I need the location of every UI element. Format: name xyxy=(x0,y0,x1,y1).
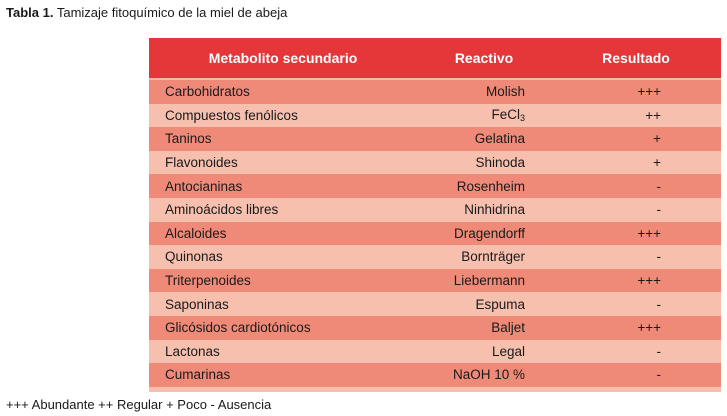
cell-reactivo-text: Baljet xyxy=(491,320,525,336)
cell-metabolito: Glicósidos cardiotónicos xyxy=(165,320,311,336)
cell-resultado: - xyxy=(656,202,661,218)
cell-reactivo-text: Liebermann xyxy=(453,273,525,289)
table-row xyxy=(149,316,721,340)
cell-reactivo-text: Shinoda xyxy=(475,155,525,171)
header-reactivo: Reactivo xyxy=(454,50,514,66)
cell-resultado: - xyxy=(656,367,661,383)
cell-metabolito: Flavonoides xyxy=(165,155,238,171)
cell-reactivo xyxy=(431,320,525,335)
cell-metabolito: Carbohidratos xyxy=(165,84,250,100)
table-legend: +++ Abundante ++ Regular + Poco - Ausencia xyxy=(6,397,272,412)
table-row xyxy=(149,127,721,151)
cell-metabolito: Taninos xyxy=(165,131,212,147)
phytochemical-table xyxy=(149,38,721,392)
cell-resultado: - xyxy=(656,249,661,265)
cell-reactivo xyxy=(431,344,525,359)
cell-reactivo xyxy=(431,179,525,194)
cell-reactivo-text: Legal xyxy=(491,343,525,359)
cell-metabolito: Cumarinas xyxy=(165,367,231,383)
header-metabolito: Metabolito secundario xyxy=(208,50,358,66)
table-row xyxy=(149,174,721,198)
cell-reactivo xyxy=(431,226,525,241)
cell-metabolito: Aminoácidos libres xyxy=(165,202,279,218)
table-row xyxy=(149,363,721,387)
table-body xyxy=(149,80,721,387)
cell-reactivo-text: Rosenheim xyxy=(456,178,525,194)
cell-reactivo-text: Bornträger xyxy=(461,249,525,265)
cell-metabolito: Triterpenoides xyxy=(165,273,251,289)
cell-resultado: ++ xyxy=(645,107,661,123)
cell-reactivo xyxy=(431,155,525,170)
cell-resultado: + xyxy=(653,131,661,147)
cell-reactivo-text: Espuma xyxy=(475,296,525,312)
cell-metabolito: Quinonas xyxy=(165,249,223,265)
caption-label: Tabla 1. xyxy=(6,5,54,20)
cell-reactivo-text: Gelatina xyxy=(474,131,525,147)
table-row xyxy=(149,198,721,222)
table-row xyxy=(149,104,721,128)
table-row xyxy=(149,245,721,269)
cell-reactivo xyxy=(431,273,525,288)
table-row xyxy=(149,151,721,175)
cell-metabolito: Saponinas xyxy=(165,296,229,312)
cell-reactivo-text: Ninhidrina xyxy=(464,202,525,218)
table-caption xyxy=(6,4,287,21)
cell-resultado: - xyxy=(656,178,661,194)
cell-reactivo xyxy=(431,131,525,146)
table-row xyxy=(149,340,721,364)
cell-metabolito: Compuestos fenólicos xyxy=(165,107,298,123)
cell-reactivo xyxy=(431,249,525,264)
table-row xyxy=(149,292,721,316)
cell-resultado: +++ xyxy=(637,273,661,289)
cell-reactivo xyxy=(431,297,525,312)
cell-reactivo-text: NaOH 10 % xyxy=(452,367,525,383)
cell-reactivo xyxy=(431,202,525,217)
cell-reactivo xyxy=(431,367,525,382)
table-header-row xyxy=(149,38,721,78)
header-resultado: Resultado xyxy=(602,50,670,66)
table-row xyxy=(149,222,721,246)
cell-reactivo xyxy=(431,107,525,123)
cell-reactivo-subscript: 3 xyxy=(519,113,525,124)
cell-metabolito: Antocianinas xyxy=(165,178,243,194)
caption-title: Tamizaje fitoquímico de la miel de abeja xyxy=(56,5,288,20)
cell-resultado: +++ xyxy=(637,225,661,241)
cell-resultado: +++ xyxy=(637,320,661,336)
cell-resultado: + xyxy=(653,155,661,171)
table-row xyxy=(149,80,721,104)
cell-reactivo xyxy=(431,84,525,99)
cell-reactivo-text: Molish xyxy=(485,84,525,100)
table-bottom-band xyxy=(149,387,721,392)
cell-resultado: - xyxy=(656,296,661,312)
cell-resultado: - xyxy=(656,343,661,359)
table-row xyxy=(149,269,721,293)
cell-metabolito: Alcaloides xyxy=(165,225,227,241)
cell-reactivo-text: FeCl xyxy=(491,107,520,123)
cell-metabolito: Lactonas xyxy=(165,343,220,359)
cell-resultado: +++ xyxy=(637,84,661,100)
cell-reactivo-text: Dragendorff xyxy=(453,225,525,241)
